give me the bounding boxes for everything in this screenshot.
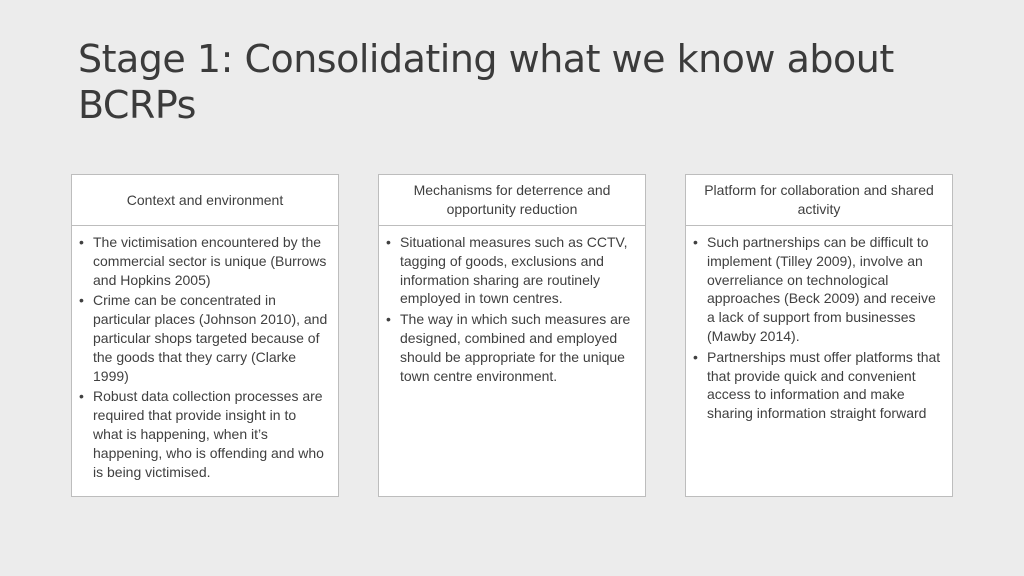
bullet-icon: •: [693, 348, 698, 365]
bullet-list: [693, 233, 942, 423]
bullet-icon: •: [79, 292, 84, 309]
column-body: [72, 226, 338, 481]
bullet-item: [79, 387, 328, 481]
bullet-item: [386, 310, 635, 385]
column-card-platform: [685, 174, 953, 497]
bullet-list: [386, 233, 635, 385]
column-header: Platform for collaboration and shared activity: [686, 175, 952, 226]
column-header: Context and environment: [72, 175, 338, 226]
column-body: [686, 226, 952, 423]
bullet-item: [693, 233, 942, 346]
bullet-list: [79, 233, 328, 481]
column-header: Mechanisms for deterrence and opportunity reduction: [379, 175, 645, 226]
bullet-item: [693, 348, 942, 423]
bullet-icon: •: [386, 311, 391, 328]
bullet-item: [79, 233, 328, 289]
bullet-text: The victimisation encountered by the commercial sector is unique (Burrows and Hopkins 2005): [93, 234, 327, 288]
bullet-icon: •: [79, 234, 84, 250]
bullet-text: Partnerships must offer platforms that that provide quick and convenient access to information and make sharing information straight forward: [707, 348, 941, 422]
bullet-text: Crime can be concentrated in particular places (Johnson 2010), and particular shops targeted because of the goods that they carry (Clarke 1999): [93, 292, 328, 384]
bullet-item: [386, 233, 635, 308]
bullet-icon: •: [79, 388, 84, 405]
bullet-item: [79, 291, 328, 385]
bullet-text: Situational measures such as CCTV, tagging of goods, exclusions and information sharing are routinely employed in town centres.: [400, 234, 628, 307]
bullet-text: Robust data collection processes are required that provide insight in to what is happening, when it’s happening, who is offending and who is being victimised.: [93, 388, 324, 480]
slide-title: Stage 1: Consolidating what we know about BCRPs: [78, 37, 894, 127]
bullet-icon: •: [693, 234, 698, 250]
bullet-icon: •: [386, 234, 391, 250]
bullet-text: Such partnerships can be difficult to implement (Tilley 2009), involve an overreliance on technological approaches (Beck 2009) and receive a lack of support from businesses (Mawby 2014).: [707, 234, 936, 344]
column-card-mechanisms: [378, 174, 646, 497]
bullet-text: The way in which such measures are designed, combined and employed should be appropriate for the unique town centre environment.: [400, 311, 631, 384]
column-card-context: [71, 174, 339, 497]
column-body: [379, 226, 645, 385]
